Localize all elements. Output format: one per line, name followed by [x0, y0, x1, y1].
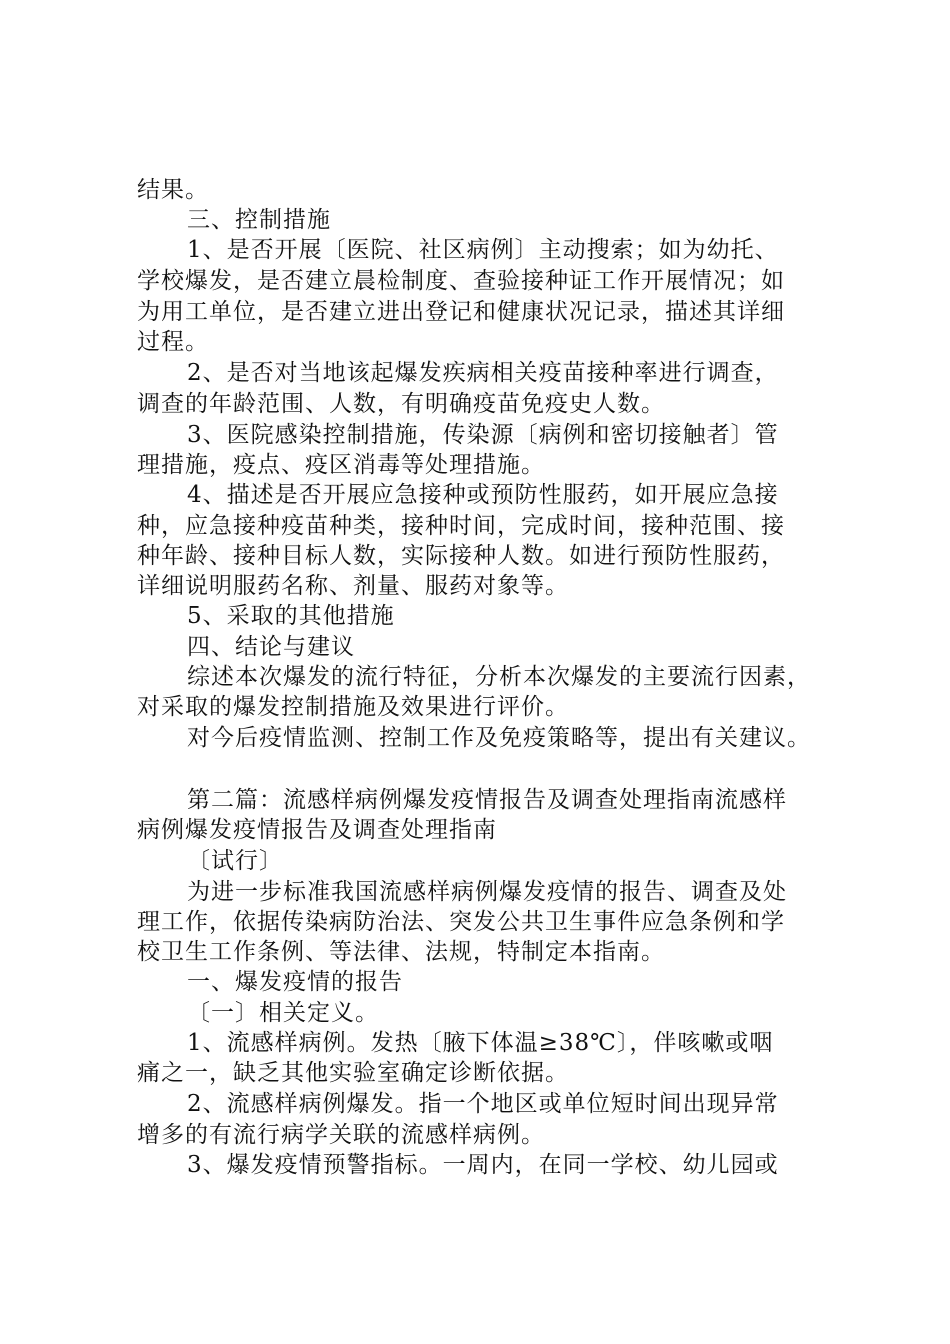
text-line: 1、是否开展〔医院、社区病例〕主动搜索；如为幼托、 — [187, 237, 779, 263]
chapter-title: 第二篇：流感样病例爆发疫情报告及调查处理指南流感样 — [187, 787, 787, 813]
text-line: 调查的年龄范围、人数，有明确疫苗免疫史人数。 — [137, 391, 665, 417]
text-line: 痛之一，缺乏其他实验室确定诊断依据。 — [137, 1060, 569, 1086]
text-line: 过程。 — [137, 329, 209, 355]
text-line: 5、采取的其他措施 — [187, 603, 395, 629]
text-line: 结果。 — [137, 177, 209, 203]
text-line: 为进一步标准我国流感样病例爆发疫情的报告、调查及处 — [187, 879, 787, 905]
section-heading: 四、结论与建议 — [187, 634, 355, 660]
text-line: 对采取的爆发控制措施及效果进行评价。 — [137, 694, 569, 720]
text-line: 1、流感样病例。发热〔腋下体温≥38℃〕，伴咳嗽或咽 — [187, 1030, 774, 1056]
text-line: 对今后疫情监测、控制工作及免疫策略等，提出有关建议。 — [187, 725, 811, 751]
text-line: 3、爆发疫情预警指标。一周内，在同一学校、幼儿园或 — [187, 1152, 779, 1178]
text-line: 增多的有流行病学关联的流感样病例。 — [137, 1122, 545, 1148]
text-line: 校卫生工作条例、等法律、法规，特制定本指南。 — [137, 939, 665, 965]
section-heading: 一、爆发疫情的报告 — [187, 969, 403, 995]
text-line: 为用工单位，是否建立进出登记和健康状况记录，描述其详细 — [137, 299, 785, 325]
text-line: 种，应急接种疫苗种类，接种时间，完成时间，接种范围、接 — [137, 513, 785, 539]
text-line: 理措施，疫点、疫区消毒等处理措施。 — [137, 452, 545, 478]
section-heading: 〔一〕相关定义。 — [187, 1000, 379, 1026]
text-line: 理工作，依据传染病防治法、突发公共卫生事件应急条例和学 — [137, 909, 785, 935]
section-heading: 三、控制措施 — [187, 207, 331, 233]
text-line: 综述本次爆发的流行特征，分析本次爆发的主要流行因素， — [187, 664, 811, 690]
text-line: 种年龄、接种目标人数，实际接种人数。如进行预防性服药， — [137, 543, 785, 569]
text-line: 〔试行〕 — [187, 848, 283, 874]
text-line: 学校爆发，是否建立晨检制度、查验接种证工作开展情况；如 — [137, 268, 785, 294]
text-line: 4、描述是否开展应急接种或预防性服药，如开展应急接 — [187, 482, 779, 508]
text-line: 3、医院感染控制措施，传染源〔病例和密切接触者〕管 — [187, 422, 779, 448]
chapter-title: 病例爆发疫情报告及调查处理指南 — [137, 817, 497, 843]
text-line: 详细说明服药名称、剂量、服药对象等。 — [137, 573, 569, 599]
text-line: 2、流感样病例爆发。指一个地区或单位短时间出现异常 — [187, 1091, 779, 1117]
text-line: 2、是否对当地该起爆发疾病相关疫苗接种率进行调查， — [187, 360, 779, 386]
